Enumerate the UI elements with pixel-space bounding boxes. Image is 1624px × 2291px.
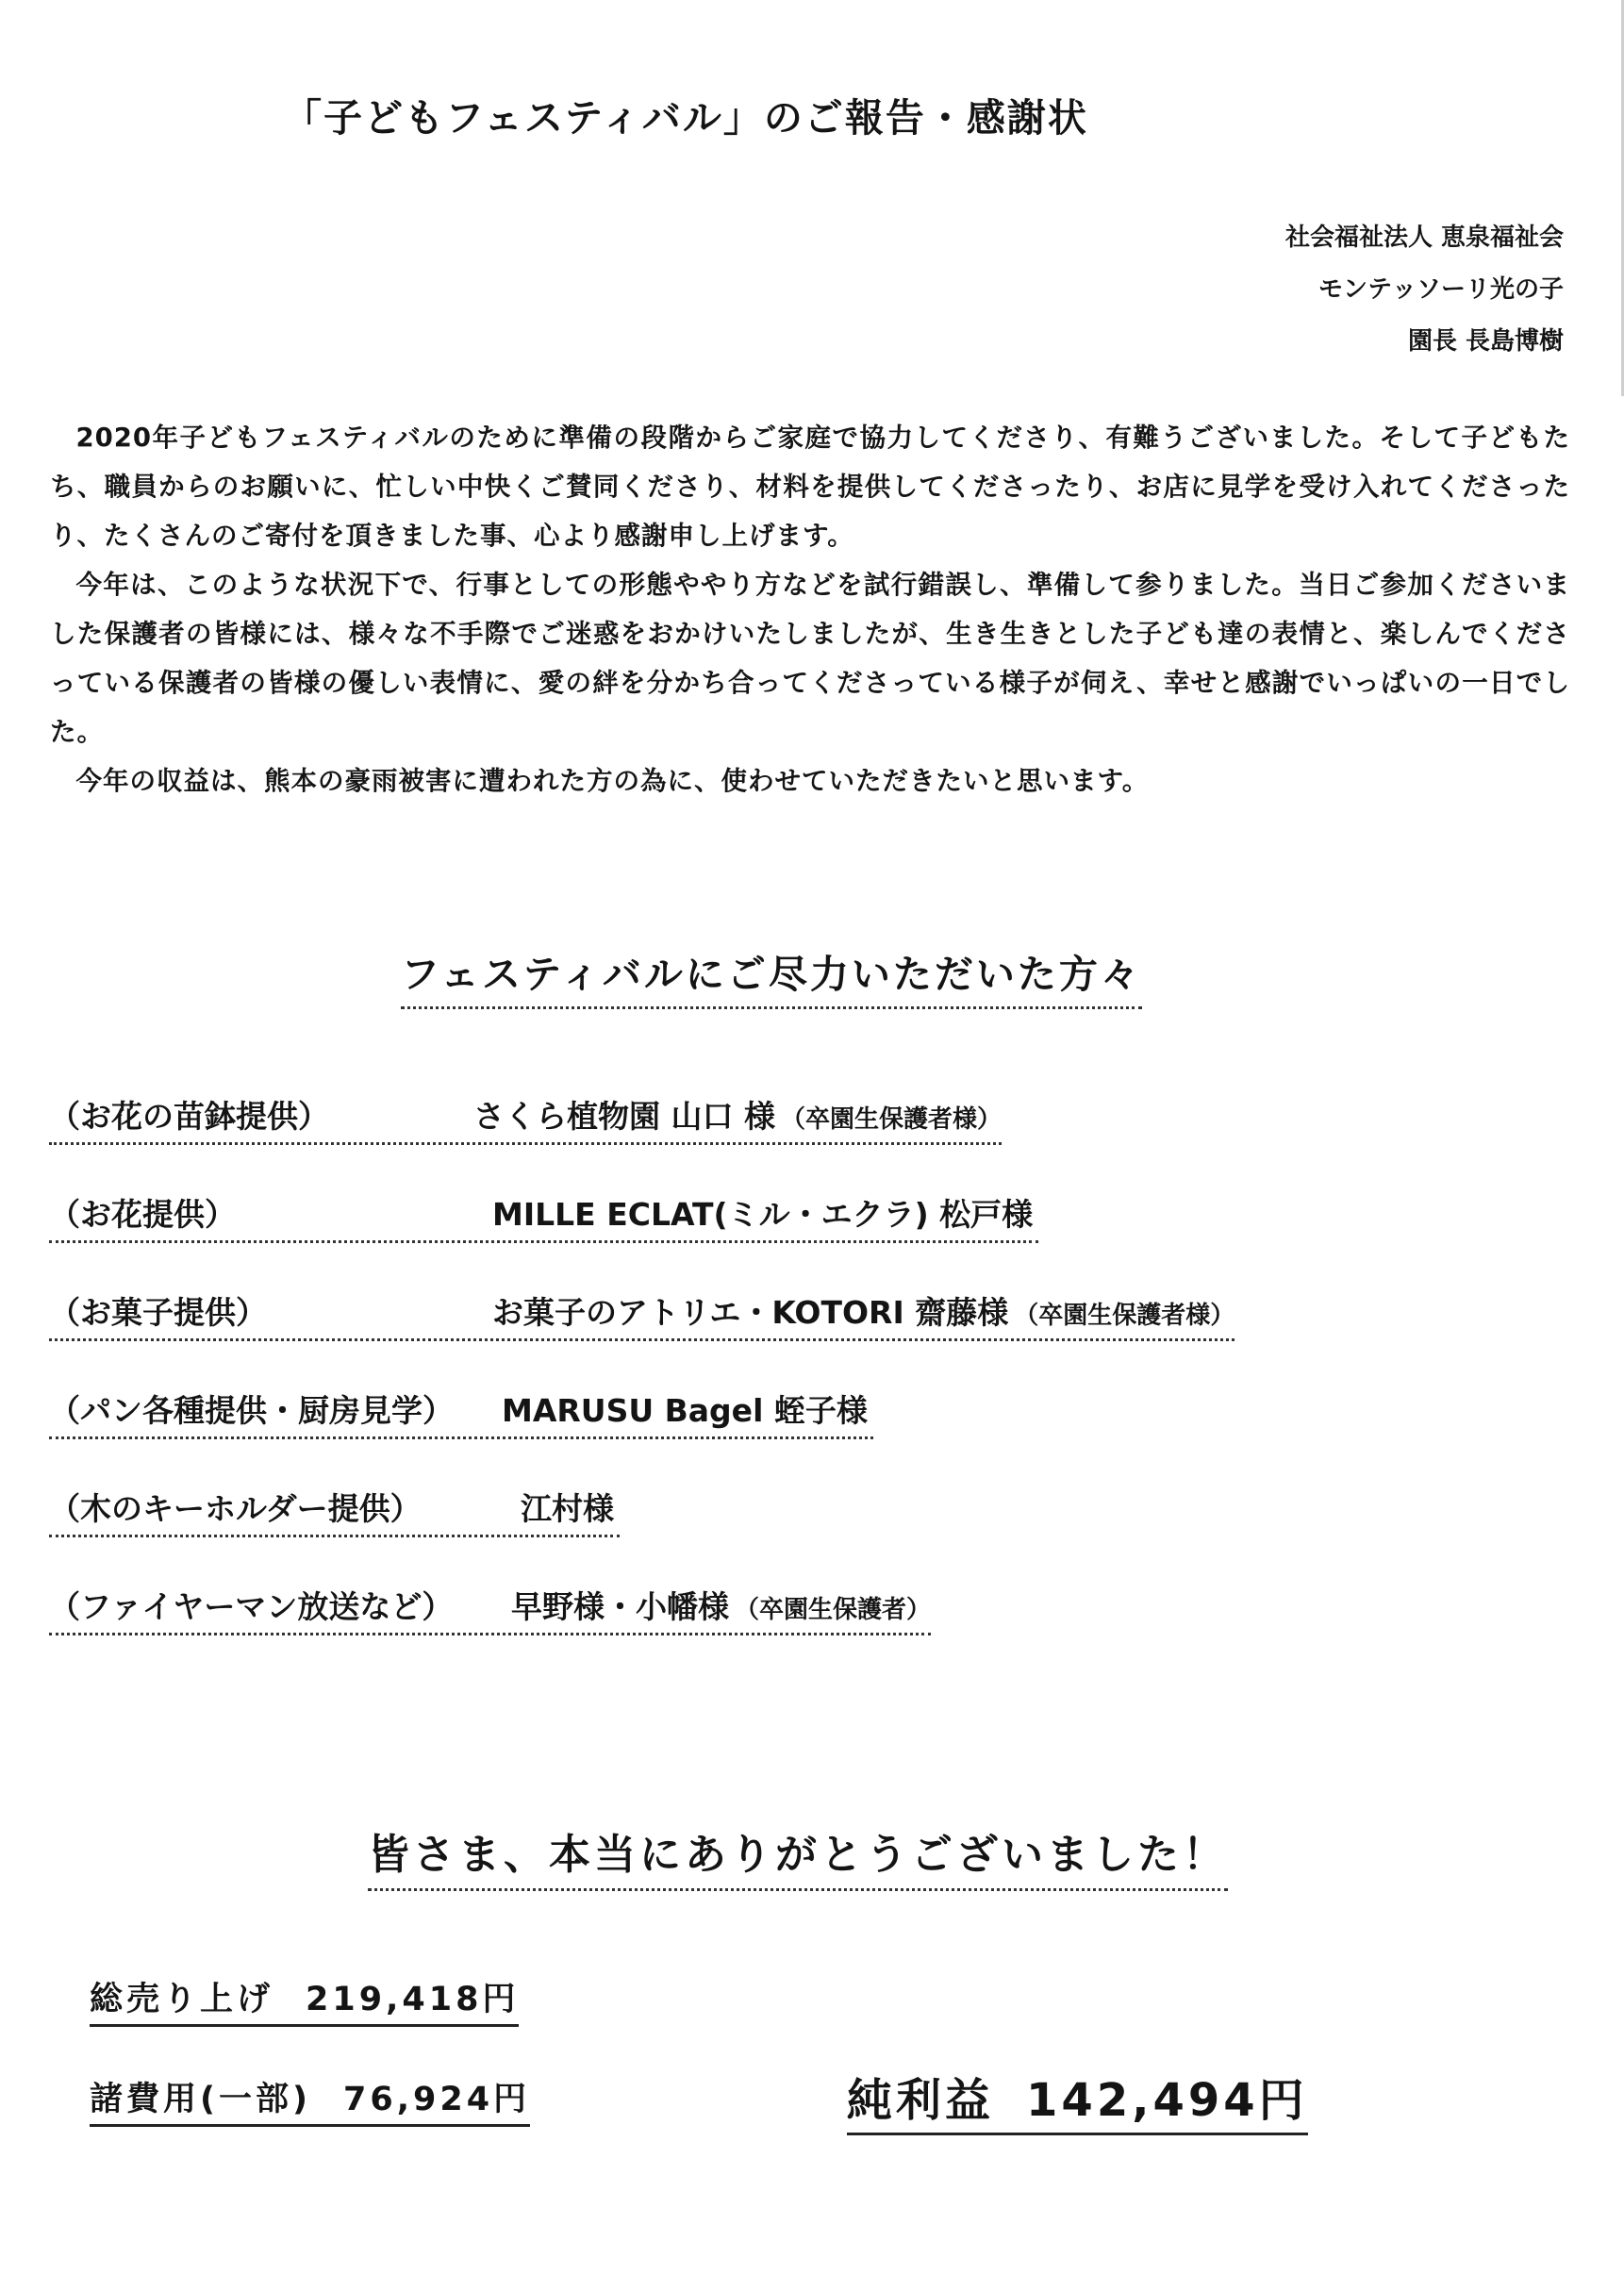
total-sales-value: 219,418円 xyxy=(306,1981,520,2018)
body-paragraph: 今年の収益は、熊本の豪雨被害に遭われた方の為に、使わせていただきたいと思います。 xyxy=(75,766,1150,796)
contributor-label: （お花の苗鉢提供） xyxy=(49,1098,329,1135)
body-text xyxy=(50,413,1570,805)
contributor-name: MILLE ECLAT(ミル・エクラ) 松戸様 xyxy=(492,1196,1034,1233)
contributor-note: （卒園生保護者様） xyxy=(1014,1302,1235,1330)
expenses-label: 諸費用(一部) xyxy=(90,2081,311,2118)
contributor-label: （ファイヤーマン放送など） xyxy=(49,1588,454,1625)
contributor-name: お菓子のアトリエ・KOTORI 齋藤様 xyxy=(492,1294,1009,1331)
contributor-label: （お花提供） xyxy=(49,1196,236,1233)
contributor-row xyxy=(49,1485,1369,1583)
net-profit-label: 純利益 xyxy=(847,2074,995,2127)
contributor-label: （パン各種提供・厨房見学） xyxy=(49,1392,454,1429)
sender-principal: 園長 長島博樹 xyxy=(1407,327,1564,356)
contributor-row xyxy=(49,1190,1369,1288)
contributor-note: （卒園生保護者様） xyxy=(780,1105,1002,1134)
net-profit-line xyxy=(847,2064,1308,2135)
expenses-line xyxy=(90,2073,530,2127)
contributor-line xyxy=(49,1190,1038,1243)
contributor-name: 早野様・小幡様 xyxy=(511,1588,729,1625)
contributors-list xyxy=(49,1092,1369,1681)
contributor-line xyxy=(49,1092,1002,1145)
contributor-name: 江村様 xyxy=(521,1490,614,1527)
sender-school: モンテッソーリ光の子 xyxy=(1317,275,1564,304)
expenses-value: 76,924円 xyxy=(343,2081,531,2118)
closing-thanks: 皆さま、本当にありがとうございました！ xyxy=(368,1820,1228,1891)
contributor-line xyxy=(49,1583,931,1635)
contributor-row xyxy=(49,1288,1369,1386)
contributor-label: （木のキーホルダー提供） xyxy=(49,1490,422,1527)
contributor-row xyxy=(49,1386,1369,1485)
sender-organization: 社会福祉法人 恵泉福祉会 xyxy=(1284,224,1564,252)
contributors-heading: フェスティバルにご尽力いただいた方々 xyxy=(401,943,1142,1009)
total-sales-line xyxy=(90,1973,519,2027)
contributor-name: MARUSU Bagel 蛭子様 xyxy=(502,1392,868,1429)
contributor-name: さくら植物園 山口 様 xyxy=(473,1098,775,1135)
contributor-line xyxy=(49,1386,873,1439)
contributor-row xyxy=(49,1092,1369,1190)
document-title: 「子どもフェスティバル」のご報告・感謝状 xyxy=(283,95,1088,141)
sender-block xyxy=(1285,212,1564,368)
body-paragraph: 今年は、このような状況下で、行事としての形態ややり方などを試行錯誤し、準備して参りました。当日ご参加くださいました保護者の皆様には、様々な不手際でご迷惑をおかけいたしましたが、生き生きとした子ども達の表情と、楽しんでくださっている保護者の皆様の優しい表情に、愛の絆を分かち合ってくださっている様子が伺え、幸せと感謝でいっぱいの一日でした。 xyxy=(50,570,1570,747)
total-sales-label: 総売り上げ xyxy=(90,1981,274,2018)
body-paragraph: 2020年子どもフェスティバルのために準備の段階からご家庭で協力してくださり、有難うございました。そして子どもたち、職員からのお願いに、忙しい中快くご賛同くださり、材料を提供してくださったり、お店に見学を受け入れてくださったり、たくさんのご寄付を頂きました事、心より感謝申し上げます。 xyxy=(50,423,1570,551)
contributor-label: （お菓子提供） xyxy=(49,1294,267,1331)
contributor-line xyxy=(49,1288,1235,1341)
contributor-note: （卒園生保護者） xyxy=(735,1596,932,1624)
net-profit-value: 142,494円 xyxy=(1026,2074,1308,2127)
contributor-row xyxy=(49,1583,1369,1681)
contributor-line xyxy=(49,1485,620,1537)
